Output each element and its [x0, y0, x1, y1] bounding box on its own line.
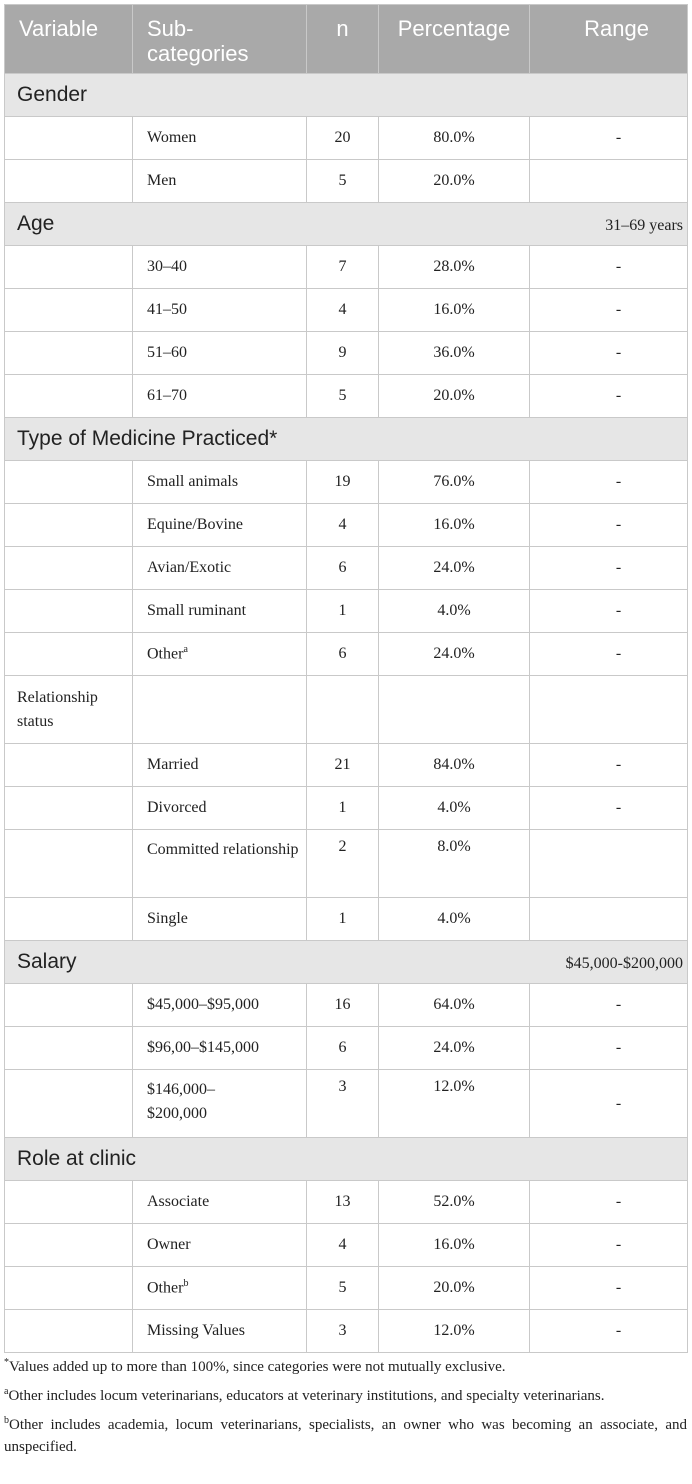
section-header-row	[5, 74, 688, 117]
percentage-cell: 84.0%	[379, 744, 530, 787]
footnote-marker: b	[183, 1278, 189, 1290]
subcategory-text: Small ruminant	[147, 602, 247, 619]
n-cell: 3	[307, 1070, 379, 1138]
table-row	[5, 1310, 688, 1353]
subcategory-cell	[133, 375, 307, 418]
subcategory-cell	[133, 1070, 307, 1138]
range-cell: -	[530, 289, 688, 332]
section-label: Relationship status	[5, 676, 133, 744]
section-header	[5, 941, 688, 984]
table-row	[5, 547, 688, 590]
section-header	[5, 1138, 688, 1181]
section-header-row	[5, 418, 688, 461]
table-row	[5, 117, 688, 160]
subcategory-text: 30–40	[147, 258, 187, 275]
variable-cell	[5, 590, 133, 633]
section-row-plain	[5, 676, 688, 744]
section-range: $45,000-$200,000	[565, 955, 683, 972]
subcategory-cell	[133, 547, 307, 590]
n-cell: 1	[307, 898, 379, 941]
variable-cell	[5, 633, 133, 676]
n-cell: 6	[307, 633, 379, 676]
percentage-cell: 20.0%	[379, 160, 530, 203]
subcategory-cell	[133, 633, 307, 676]
table-row	[5, 1027, 688, 1070]
variable-cell	[5, 1027, 133, 1070]
percentage-cell: 16.0%	[379, 289, 530, 332]
subcategory-cell	[133, 830, 307, 898]
table-row	[5, 504, 688, 547]
section-header	[5, 203, 688, 246]
subcategory-text: Committed relationship	[147, 841, 299, 858]
variable-cell	[5, 787, 133, 830]
table-row	[5, 1181, 688, 1224]
empty-cell	[379, 676, 530, 744]
n-cell: 19	[307, 461, 379, 504]
subcategory-cell	[133, 117, 307, 160]
table-row	[5, 332, 688, 375]
subcategory-cell	[133, 1310, 307, 1353]
footnote-mark: a	[4, 1386, 9, 1397]
subcategory-cell	[133, 744, 307, 787]
range-cell: -	[530, 332, 688, 375]
range-cell: -	[530, 1070, 688, 1138]
percentage-cell: 36.0%	[379, 332, 530, 375]
subcategory-text: Avian/Exotic	[147, 559, 232, 576]
range-cell	[530, 898, 688, 941]
section-header-row	[5, 941, 688, 984]
percentage-cell: 76.0%	[379, 461, 530, 504]
variable-cell	[5, 461, 133, 504]
variable-cell	[5, 246, 133, 289]
variable-cell	[5, 984, 133, 1027]
subcategory-text: Single	[147, 910, 188, 927]
n-cell: 9	[307, 332, 379, 375]
n-cell: 4	[307, 1224, 379, 1267]
section-header-row	[5, 1138, 688, 1181]
table-row	[5, 1070, 688, 1138]
table-row	[5, 1224, 688, 1267]
table-row	[5, 830, 688, 898]
n-cell: 5	[307, 160, 379, 203]
variable-cell	[5, 1070, 133, 1138]
table-header	[5, 5, 688, 74]
range-cell: -	[530, 1267, 688, 1310]
range-cell: -	[530, 1027, 688, 1070]
n-cell: 4	[307, 289, 379, 332]
percentage-cell: 20.0%	[379, 375, 530, 418]
table-row	[5, 160, 688, 203]
section-label: Role at clinic	[17, 1147, 137, 1170]
subcategory-cell	[133, 160, 307, 203]
footnotes	[4, 1352, 687, 1461]
variable-cell	[5, 898, 133, 941]
range-cell: -	[530, 1181, 688, 1224]
subcategory-text: Equine/Bovine	[147, 516, 243, 533]
percentage-cell: 64.0%	[379, 984, 530, 1027]
subcategory-text: Associate	[147, 1193, 210, 1210]
footnote	[4, 1381, 687, 1407]
percentage-cell: 80.0%	[379, 117, 530, 160]
header-n: n	[307, 5, 379, 74]
percentage-cell: 12.0%	[379, 1070, 530, 1138]
footnote-text: Values added up to more than 100%, since categories were not mutually exclusive.	[9, 1359, 506, 1375]
subcategory-text: Women	[147, 129, 197, 146]
variable-cell	[5, 1310, 133, 1353]
table-row	[5, 461, 688, 504]
percentage-cell: 16.0%	[379, 504, 530, 547]
range-cell: -	[530, 246, 688, 289]
range-cell: -	[530, 375, 688, 418]
table-row	[5, 375, 688, 418]
variable-cell	[5, 289, 133, 332]
range-cell	[530, 160, 688, 203]
subcategory-cell	[133, 984, 307, 1027]
percentage-cell: 4.0%	[379, 898, 530, 941]
subcategory-cell	[133, 332, 307, 375]
header-variable: Variable	[5, 5, 133, 74]
header-subcategories: Sub- categories	[133, 5, 307, 74]
percentage-cell: 52.0%	[379, 1181, 530, 1224]
percentage-cell: 20.0%	[379, 1267, 530, 1310]
table-row	[5, 246, 688, 289]
footnote-text: Other includes locum veterinarians, educators at veterinary institutions, and specialty veterinarians.	[8, 1388, 605, 1404]
section-range: 31–69 years	[605, 217, 683, 234]
range-cell: -	[530, 590, 688, 633]
empty-cell	[530, 676, 688, 744]
subcategory-cell	[133, 289, 307, 332]
subcategory-text: Other	[147, 645, 184, 663]
n-cell: 2	[307, 830, 379, 898]
section-label: Age	[17, 212, 55, 235]
n-cell: 1	[307, 787, 379, 830]
header-range: Range	[530, 5, 688, 74]
range-cell: -	[530, 504, 688, 547]
subcategory-cell	[133, 1267, 307, 1310]
footnote-marker: a	[183, 644, 188, 656]
subcategory-cell	[133, 461, 307, 504]
n-cell: 6	[307, 1027, 379, 1070]
variable-cell	[5, 332, 133, 375]
section-label: Salary	[17, 950, 77, 973]
variable-cell	[5, 375, 133, 418]
empty-cell	[133, 676, 307, 744]
percentage-cell: 4.0%	[379, 787, 530, 830]
variable-cell	[5, 504, 133, 547]
table-row	[5, 984, 688, 1027]
demographics-table	[4, 4, 688, 1353]
variable-cell	[5, 117, 133, 160]
percentage-cell: 4.0%	[379, 590, 530, 633]
footnote	[4, 1352, 687, 1378]
percentage-cell: 24.0%	[379, 633, 530, 676]
percentage-cell: 8.0%	[379, 830, 530, 898]
n-cell: 21	[307, 744, 379, 787]
empty-cell	[307, 676, 379, 744]
subcategory-cell	[133, 787, 307, 830]
subcategory-cell	[133, 898, 307, 941]
section-header	[5, 74, 688, 117]
subcategory-cell	[133, 590, 307, 633]
subcategory-text: 51–60	[147, 344, 187, 361]
table-row	[5, 787, 688, 830]
subcategory-text: 41–50	[147, 301, 187, 318]
subcategory-cell	[133, 1224, 307, 1267]
subcategory-text: Missing Values	[147, 1322, 245, 1339]
subcategory-text: Small animals	[147, 473, 239, 490]
table-row	[5, 289, 688, 332]
n-cell: 16	[307, 984, 379, 1027]
subcategory-text: $96,00–$145,000	[147, 1039, 259, 1056]
subcategory-text: Married	[147, 756, 199, 773]
subcategory-text: $146,000– $200,000	[147, 1081, 215, 1122]
percentage-cell: 24.0%	[379, 1027, 530, 1070]
range-cell: -	[530, 1310, 688, 1353]
percentage-cell: 24.0%	[379, 547, 530, 590]
percentage-cell: 16.0%	[379, 1224, 530, 1267]
variable-cell	[5, 830, 133, 898]
subcategory-cell	[133, 504, 307, 547]
footnote-text: Other includes academia, locum veterinarians, specialists, an owner who was becoming an associate, and unspecified.	[4, 1417, 687, 1455]
percentage-cell: 12.0%	[379, 1310, 530, 1353]
footnote	[4, 1410, 687, 1458]
section-label: Type of Medicine Practiced*	[17, 427, 278, 450]
variable-cell	[5, 744, 133, 787]
subcategory-text: 61–70	[147, 387, 187, 404]
subcategory-text: Other	[147, 1279, 184, 1297]
percentage-cell: 28.0%	[379, 246, 530, 289]
table-row	[5, 744, 688, 787]
n-cell: 3	[307, 1310, 379, 1353]
n-cell: 1	[307, 590, 379, 633]
subcategory-text: Men	[147, 172, 177, 189]
table-row	[5, 590, 688, 633]
subcategory-cell	[133, 1181, 307, 1224]
section-header	[5, 418, 688, 461]
table-row	[5, 1267, 688, 1310]
range-cell: -	[530, 1224, 688, 1267]
subcategory-text: $45,000–$95,000	[147, 996, 259, 1013]
range-cell: -	[530, 547, 688, 590]
subcategory-cell	[133, 1027, 307, 1070]
table-row	[5, 633, 688, 676]
range-cell: -	[530, 117, 688, 160]
range-cell: -	[530, 461, 688, 504]
range-cell: -	[530, 633, 688, 676]
n-cell: 13	[307, 1181, 379, 1224]
section-header-row	[5, 203, 688, 246]
n-cell: 20	[307, 117, 379, 160]
footnote-mark: *	[4, 1357, 9, 1368]
subcategory-cell	[133, 246, 307, 289]
range-cell: -	[530, 744, 688, 787]
n-cell: 4	[307, 504, 379, 547]
variable-cell	[5, 160, 133, 203]
n-cell: 7	[307, 246, 379, 289]
n-cell: 6	[307, 547, 379, 590]
section-label: Gender	[17, 83, 88, 106]
subcategory-text: Owner	[147, 1236, 191, 1253]
n-cell: 5	[307, 375, 379, 418]
subcategory-text: Divorced	[147, 799, 207, 816]
variable-cell	[5, 1181, 133, 1224]
range-cell: -	[530, 787, 688, 830]
range-cell	[530, 830, 688, 898]
table-row	[5, 898, 688, 941]
variable-cell	[5, 547, 133, 590]
variable-cell	[5, 1224, 133, 1267]
n-cell: 5	[307, 1267, 379, 1310]
range-cell: -	[530, 984, 688, 1027]
header-percentage: Percentage	[379, 5, 530, 74]
footnote-mark: b	[4, 1415, 9, 1426]
variable-cell	[5, 1267, 133, 1310]
table-body	[5, 74, 688, 1353]
